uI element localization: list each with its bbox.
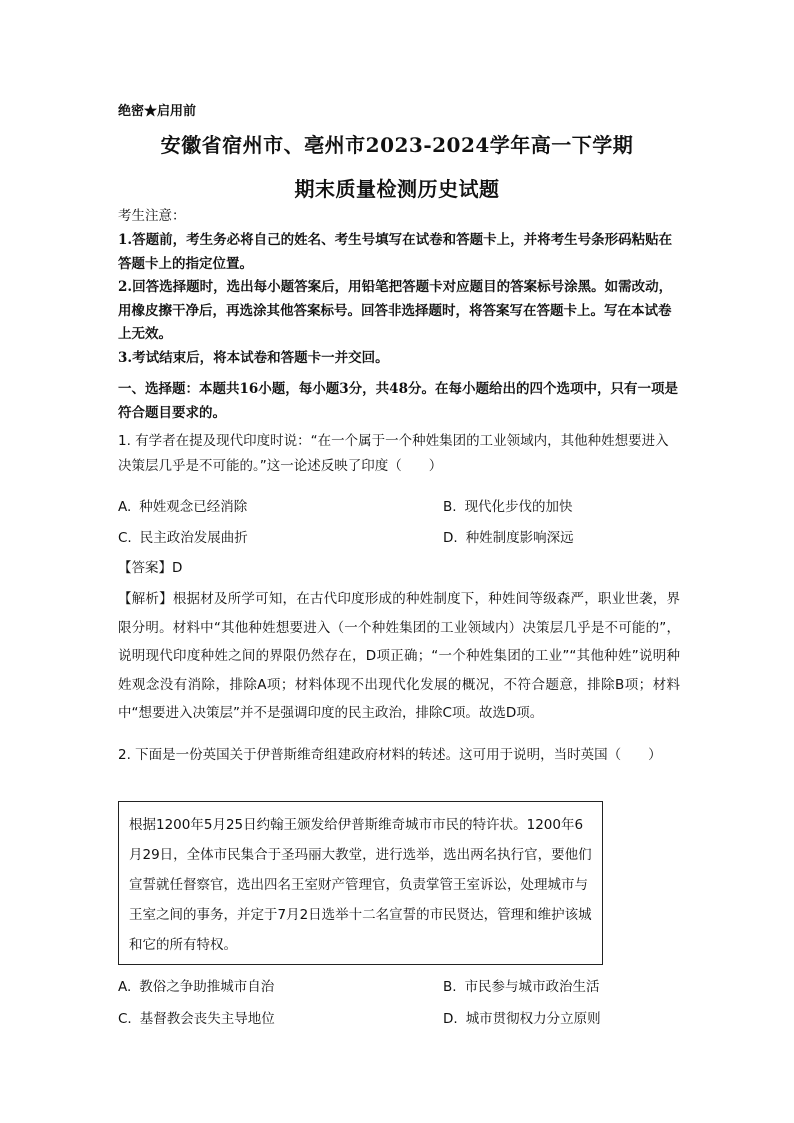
option-text: 市民参与城市政治生活: [464, 979, 600, 995]
option-letter: C.: [118, 1011, 132, 1027]
option-letter: C.: [118, 530, 132, 546]
option-letter: D.: [443, 1011, 458, 1027]
exam-title-line2: 期末质量检测历史试题: [294, 177, 500, 201]
option-text: 民主政治发展曲折: [139, 530, 248, 546]
confidential-mark: 绝密★启用前: [118, 104, 197, 119]
q2-option-a[interactable]: [118, 975, 274, 995]
q2-option-c[interactable]: [118, 1007, 275, 1027]
notice-item: 2.回答选择题时，选出每小题答案后，用铅笔把答题卡对应题目的答案标号涂黑。如需改动，用橡皮擦干净后，再选涂其他答案标号。回答非选择题时，将答案写在答题卡上。写在本试卷上无效。: [118, 279, 673, 342]
question-1-stem: 1. 有学者在提及现代印度时说：“在一个属于一个种姓集团的工业领域内，其他种姓想要进入决策层几乎是不可能的。”这一论述反映了印度（ ）: [118, 433, 669, 474]
q1-option-c[interactable]: [118, 526, 248, 546]
q2-option-d[interactable]: [443, 1007, 601, 1027]
option-text: 教俗之争助推城市自治: [139, 979, 275, 995]
q1-option-a[interactable]: [118, 495, 247, 515]
notice-item: 3.考试结束后，将本试卷和答题卡一并交回。: [118, 349, 389, 366]
option-text: 现代化步伐的加快: [464, 499, 573, 515]
option-text: 城市贯彻权力分立原则: [465, 1011, 601, 1027]
option-letter: A.: [118, 499, 132, 515]
option-text: 基督教会丧失主导地位: [139, 1011, 275, 1027]
question-2-stem: 2. 下面是一份英国关于伊普斯维奇组建政府材料的转述。这可用于说明，当时英国（ ）: [118, 747, 662, 763]
notice-list: [118, 229, 678, 370]
option-letter: B.: [443, 979, 457, 995]
exam-title-line1: 安徽省宿州市、亳州市2023-2024学年高一下学期: [160, 133, 634, 157]
option-letter: B.: [443, 499, 457, 515]
q1-option-d[interactable]: [443, 526, 574, 546]
notice-heading: 考生注意：: [118, 208, 186, 224]
q1-option-b[interactable]: [443, 495, 573, 515]
option-letter: D.: [443, 530, 458, 546]
q2-option-b[interactable]: [443, 975, 600, 995]
section-title: 一、选择题：本题共16小题，每小题3分，共48分。在每小题给出的四个选项中，只有一项是符合题目要求的。: [118, 381, 678, 421]
option-text: 种姓制度影响深远: [465, 530, 574, 546]
q1-answer: 【答案】D: [118, 560, 183, 576]
option-text: 种姓观念已经消除: [139, 499, 248, 515]
notice-item: 1.答题前，考生务必将自己的姓名、考生号填写在试卷和答题卡上，并将考生号条形码粘贴在答题卡上的指定位置。: [118, 232, 673, 272]
q1-analysis: 【解析】根据材及所学可知，在古代印度形成的种姓制度下，种姓间等级森严，职业世袭，界限分明。材料中“其他种姓想要进入（一个种姓集团的工业领域内）决策层几乎是不可能的”，说明现代印度种姓之间的界限仍然存在，D项正确；“一个种姓集团的工业”“其他种姓”说明种姓观念没有消除，排除A项；材料体现不出现代化发展的概况，不符合题意，排除B项；材料中“想要进入决策层”并不是强调印度的民主政治，排除C项。故选D项。: [118, 591, 680, 721]
option-letter: A.: [118, 979, 132, 995]
q2-material-box: 根据1200年5月25日约翰王颁发给伊普斯维奇城市市民的特许状。1200年6月29日，全体市民集合于圣玛丽大教堂，进行选举，选出两名执行官，要他们宣誓就任督察官，选出四名王室财产管理官，负责掌管王室诉讼，处理城市与王室之间的事务，并定于7月2日选举十二名宣誓的市民贤达，管理和维护该城和它的所有特权。: [118, 801, 603, 965]
